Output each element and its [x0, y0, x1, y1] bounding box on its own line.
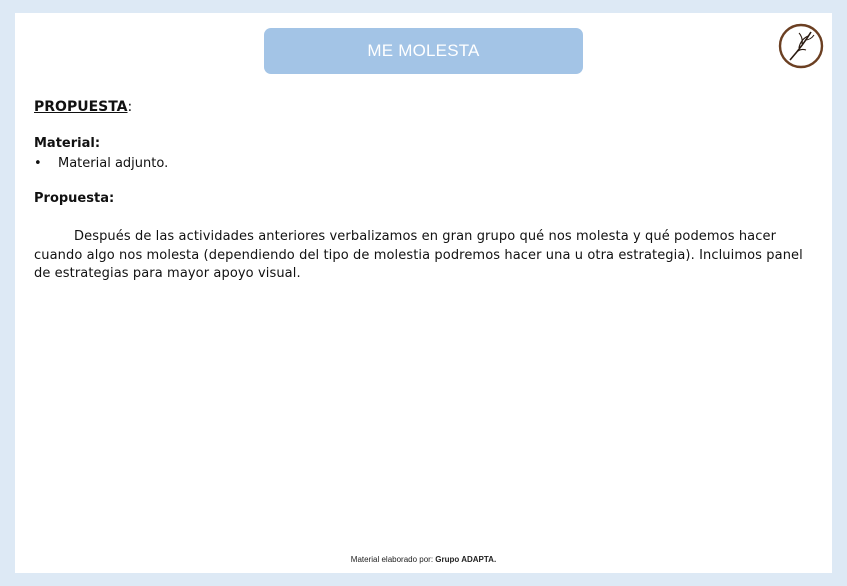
wheat-logo-icon	[777, 22, 825, 70]
footer-prefix: Material elaborado por:	[350, 555, 436, 564]
section-colon: :	[127, 99, 133, 115]
footer-author: Grupo ADAPTA.	[435, 555, 497, 564]
proposal-heading: Propuesta:	[34, 191, 115, 206]
bullet-icon: •	[34, 156, 42, 171]
section-heading	[34, 99, 132, 115]
list-item	[34, 156, 168, 171]
footer-credit	[15, 555, 832, 564]
material-heading: Material:	[34, 136, 101, 151]
document-page	[15, 13, 832, 573]
material-item-text: Material adjunto.	[58, 156, 169, 171]
section-title: PROPUESTA	[34, 99, 128, 115]
proposal-paragraph: Después de las actividades anteriores verbalizamos en gran grupo qué nos molesta y qué podemos hacer cuando algo nos molesta (dependiendo del tipo de molestia podremos hacer una u otra estrategia). Incluimos panel de estrategias para mayor apoyo visual.	[34, 229, 803, 281]
material-list	[34, 156, 168, 171]
page-title: ME MOLESTA	[264, 28, 583, 74]
